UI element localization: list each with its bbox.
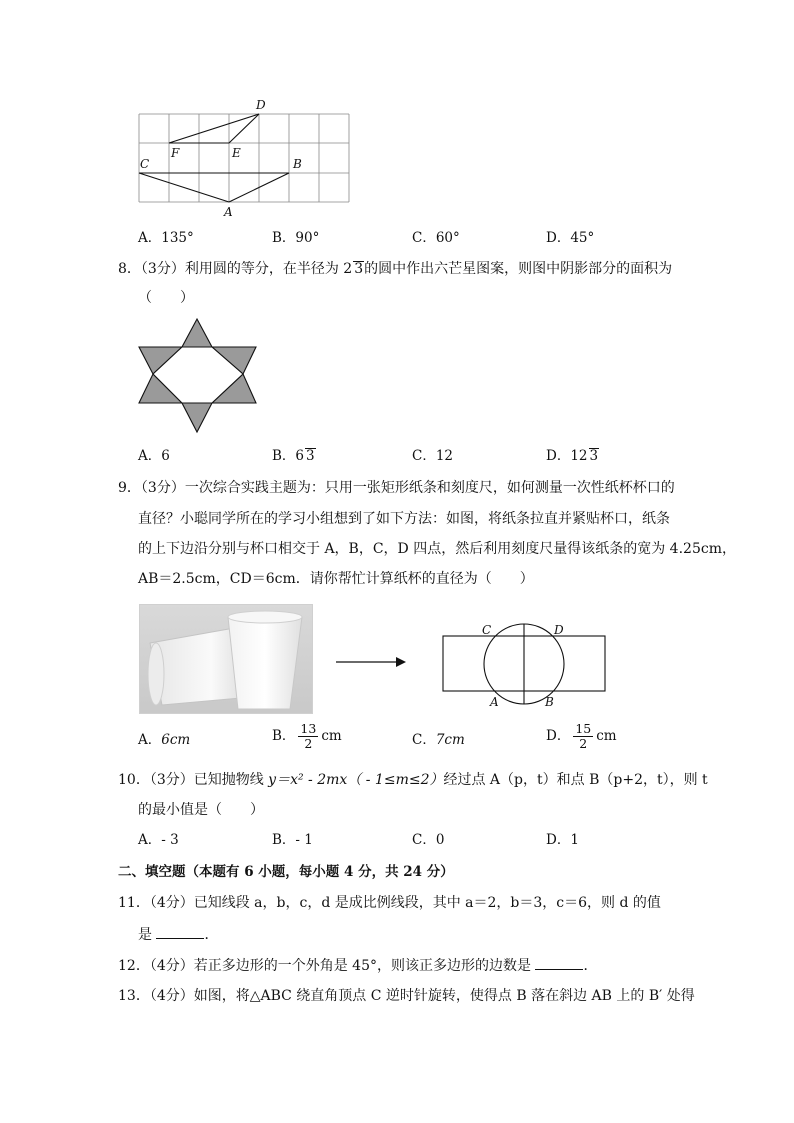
label-A: A	[224, 205, 233, 219]
label-B: B	[545, 695, 554, 709]
q8-option-c: C．12	[412, 448, 454, 464]
q11-answer-blank[interactable]	[156, 924, 204, 939]
q9-cups-photo	[139, 604, 313, 714]
q9-strip-circle-diagram	[438, 616, 610, 712]
q8-question: 8．（3分）利用圆的等分，在半径为 2 3的圆中作出六芒星图案，则图中阴影部分的面积为	[118, 261, 673, 277]
label-E: E	[232, 146, 241, 160]
q9-option-d: D． $\frac{15}{2}$ cm	[546, 721, 617, 751]
q8-hexagram-figure	[136, 316, 260, 440]
label-C: C	[482, 623, 492, 637]
q8-option-d: D．12 3	[546, 448, 599, 464]
section-heading: 二、填空题（本题有 6 小题，每小题 4 分，共 24 分）	[118, 864, 454, 880]
q11-line-2: 是 ．	[138, 924, 218, 945]
q10-option-a: A．- 3	[138, 832, 179, 848]
q10-line-1: 10．（3分）已知抛物线 y＝x² - 2mx（ - 1≤m≤2）经过点 A（p，t）和点 B（p+2，t），则 t	[118, 772, 708, 788]
q9-line-1: 9．（3分）一次综合实践主题为：只用一张矩形纸条和刻度尺，如何测量一次性纸杯杯口的	[118, 480, 675, 496]
q9-arrow	[334, 654, 408, 670]
label-B: B	[293, 157, 302, 171]
q10-option-b: B．- 1	[272, 832, 313, 848]
q8-paren: （ ）	[138, 290, 194, 306]
shaded-point-bottom	[182, 403, 212, 432]
q10-line-2: 的最小值是（ ）	[138, 802, 264, 818]
q7-option-b: B．90°	[272, 230, 320, 246]
q12-question: 12．（4分）若正多边形的一个外角是 45°，则该正多边形的边数是 ．	[118, 955, 597, 976]
q9-option-b: B． $\frac{13}{2}$ cm	[272, 721, 342, 751]
label-D: D	[554, 623, 564, 637]
label-A: A	[490, 695, 499, 709]
label-C: C	[140, 157, 150, 171]
q9-line-2: 直径？小聪同学所在的学习小组想到了如下方法：如图，将纸条拉直并紧贴杯口，纸条	[138, 511, 670, 527]
q12-answer-blank[interactable]	[535, 955, 583, 970]
q9-option-c: C．7cm	[412, 732, 465, 748]
q7-option-d: D．45°	[546, 230, 595, 246]
q11-line-1: 11．（4分）已知线段 a，b，c，d 是成比例线段，其中 a＝2，b＝3，c＝6，则 d 的值	[118, 895, 661, 911]
q9-option-a: A．6cm	[138, 732, 191, 748]
q10-option-d: D．1	[546, 832, 579, 848]
label-F: F	[171, 146, 180, 160]
q7-option-c: C．60°	[412, 230, 460, 246]
label-D: D	[256, 98, 266, 112]
q13-line-1: 13．（4分）如图，将△ABC 绕直角顶点 C 逆时针旋转，使得点 B 落在斜边 AB 上的 B′ 处得	[118, 988, 695, 1004]
q7-grid-figure	[128, 96, 358, 222]
q10-option-c: C．0	[412, 832, 445, 848]
shaded-point-top	[182, 319, 212, 347]
q9-line-4: AB＝2.5cm，CD＝6cm．请你帮忙计算纸杯的直径为（ ）	[138, 571, 534, 587]
segment-CA	[139, 173, 229, 202]
segment-FD	[169, 114, 259, 143]
q8-option-b: B．6 3	[272, 448, 315, 464]
q7-option-a: A．135°	[138, 230, 194, 246]
q9-line-3: 的上下边沿分别与杯口相交于 A，B，C，D 四点，然后利用刻度尺量得该纸条的宽为 4.25cm，	[138, 541, 736, 557]
q8-option-a: A．6	[138, 448, 170, 464]
